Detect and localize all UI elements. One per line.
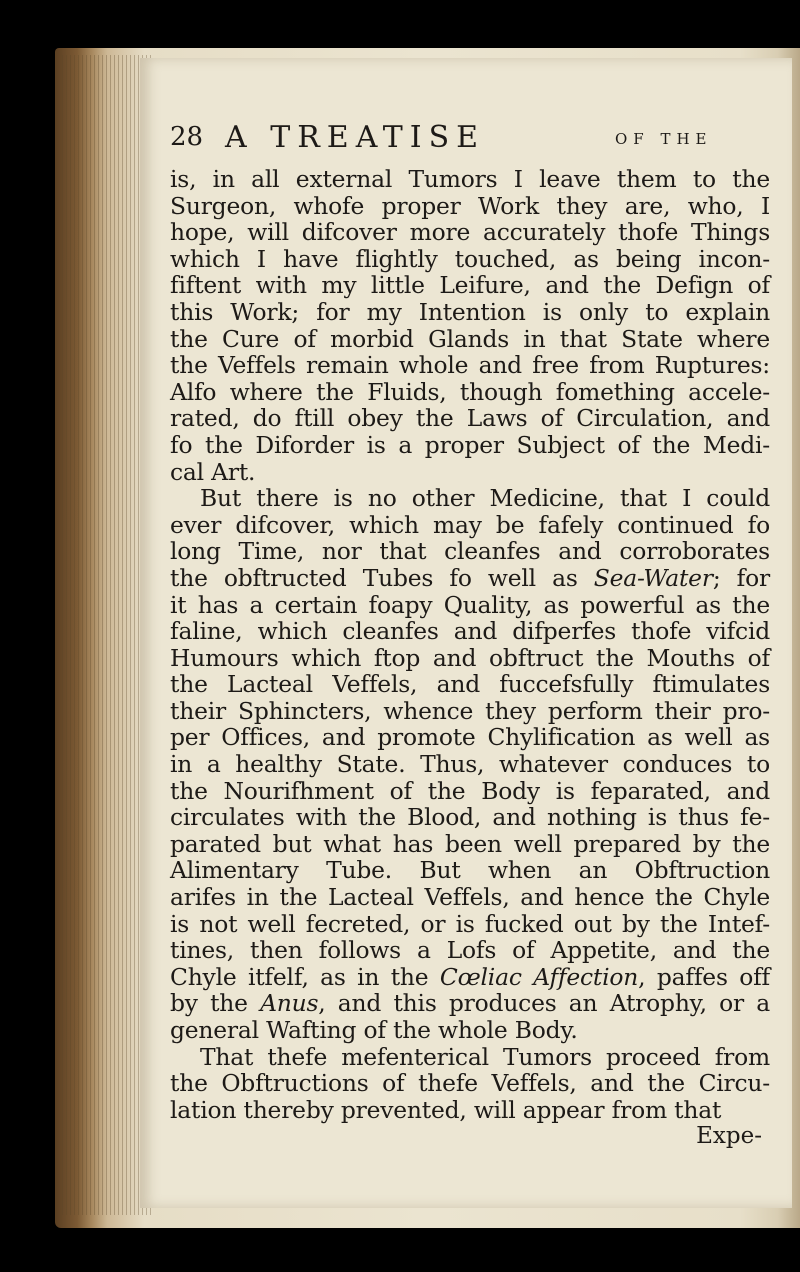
text-line: the Cure of morbid Glands in that State where (170, 324, 770, 353)
text-line: Alfo where the Fluids, though fomething accele- (170, 377, 770, 406)
text-line: fiftent with my little Leifure, and the Defign of (170, 271, 770, 300)
text-line: which I have flightly touched, as being incon- (170, 244, 770, 273)
text-line: Surgeon, whofe proper Work they are, who, I (170, 191, 770, 220)
page-edges (62, 55, 152, 1215)
text-line: is, in all external Tumors I leave them to the (170, 165, 770, 193)
text-line: ever difcover, which may be fafely continued fo (170, 510, 770, 539)
paragraph (170, 485, 770, 1043)
text-line: rated, do ftill obey the Laws of Circulation, and (170, 404, 770, 433)
paragraph (170, 1044, 770, 1124)
text-line: That thefe mefenterical Tumors proceed from (200, 1042, 770, 1071)
text-line: cal Art. (170, 457, 256, 486)
text-line: circulates with the Blood, and nothing is thus fe- (170, 803, 770, 832)
text-line: general Wafting of the whole Body. (170, 1016, 578, 1044)
paragraph (170, 166, 770, 485)
text-line: is not well fecreted, or is fucked out by the Intef- (170, 909, 770, 938)
catchword: Expe- (696, 1123, 762, 1150)
page-content (170, 120, 770, 1149)
text-line: fo the Diforder is a proper Subject of the Medi- (170, 430, 770, 459)
running-head (170, 120, 770, 166)
text-line: the Obftructions of thefe Veffels, and the Circu- (170, 1069, 770, 1098)
text-line: But there is no other Medicine, that I could (200, 484, 770, 513)
text-line: the Lacteal Veffels, and fuccefsfully ftimulates (170, 670, 770, 699)
text-line: it has a certain foapy Quality, as powerful as the (170, 590, 770, 619)
text-line: Humours which ftop and obftruct the Mouths of (170, 643, 770, 672)
text-line: by the Anus, and this produces an Atrophy, or a (170, 989, 770, 1018)
running-title: A TREATISE (225, 120, 486, 155)
text-line: arifes in the Lacteal Veffels, and hence the Chyle (170, 883, 770, 912)
text-line: per Offices, and promote Chylification as well as (170, 723, 770, 752)
text-line: long Time, nor that cleanfes and corroborates (170, 537, 770, 566)
text-line: the Veffels remain whole and free from Ruptures: (170, 351, 770, 380)
text-line: hope, will difcover more accurately thofe Things (170, 218, 770, 247)
body-text (170, 166, 770, 1123)
text-line: Chyle itfelf, as in the Cœliac Affection, paffes off (170, 962, 770, 991)
text-line: the obftructed Tubes fo well as Sea-Water; for (170, 563, 770, 592)
text-line: in a healthy State. Thus, whatever conduces to (170, 750, 770, 779)
text-line: their Sphincters, whence they perform their pro- (170, 696, 770, 725)
text-line: this Work; for my Intention is only to explain (170, 297, 770, 326)
text-line: the Nourifhment of the Body is feparated, and (170, 776, 770, 805)
text-line: faline, which cleanfes and difperfes thofe vifcid (170, 617, 770, 646)
text-line: tines, then follows a Lofs of Appetite, and the (170, 936, 770, 965)
text-line: parated but what has been well prepared by the (170, 829, 770, 858)
running-subtitle: OF THE (615, 130, 713, 148)
text-line: Alimentary Tube. But when an Obftruction (170, 856, 770, 885)
text-line: lation thereby prevented, will appear from that (170, 1095, 722, 1124)
page-number: 28 (170, 122, 204, 152)
